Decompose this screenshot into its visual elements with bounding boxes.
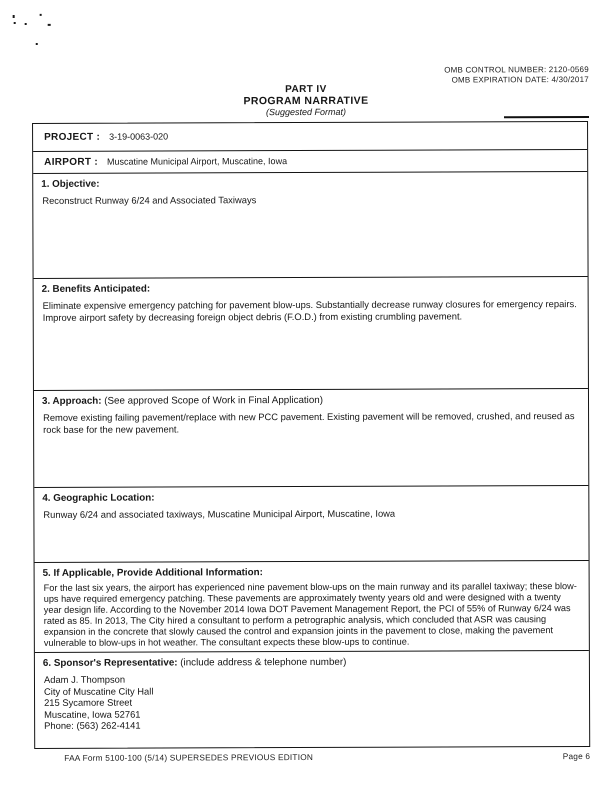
section-approach (34, 389, 588, 488)
section-body: For the last six years, the airport has experienced nine pavement blow-ups on the main runway and its parallel taxiway; these blow-ups have required emergency patching. These pavements are approximately twenty years old and were designed with a twenty year design life. According to the November 2014 Iowa DOT Pavement Management Report, the PCI of 55% of Runway 6/24 was rated as 85. In 2013, The City hired a consultant to perform a petrographic analysis, which concluded that ASR was causing expansion in the concrete that slowly caused the control and expansion joints in the pavement to close, making the pavement vulnerable to blow-ups in hot weather. The consultant expects these blow-ups to continue. (43, 581, 577, 648)
document-title (0, 83, 613, 119)
section-benefits-anticipated (34, 277, 588, 391)
section-heading: 5. If Applicable, Provide Additional Information: (42, 567, 263, 579)
project-row (33, 122, 587, 152)
section-sponsors-representative (35, 651, 589, 748)
scan-artifact (504, 116, 589, 118)
section-geographic-location (34, 486, 588, 563)
section-heading: 3. Approach: (See approved Scope of Work in Final Application) (41, 394, 324, 407)
omb-control-number: OMB CONTROL NUMBER: 2120-0569 (444, 65, 589, 75)
scan-artifact (13, 15, 15, 18)
section-additional-information (35, 561, 589, 653)
section-body: Reconstruct Runway 6/24 and Associated Taxiways (42, 194, 257, 206)
airport-row (33, 150, 587, 174)
section-body: Adam J. Thompson City of Muscatine City Hall 215 Sycamore Street Muscatine, Iowa 52761 Phone: (563) 262-4141 (43, 673, 154, 731)
section-body: Runway 6/24 and associated taxiways, Muscatine Municipal Airport, Muscatine, Iowa (43, 507, 396, 520)
project-label: PROJECT : (44, 131, 101, 143)
section-heading: 1. Objective: (41, 178, 100, 190)
omb-expiration-date: OMB EXPIRATION DATE: 4/30/2017 (451, 75, 589, 85)
section-heading: 2. Benefits Anticipated: (41, 283, 151, 295)
airport-label: AIRPORT : (44, 156, 99, 168)
scan-artifact (14, 22, 16, 24)
title-program-narrative: PROGRAM NARRATIVE (243, 94, 369, 108)
section-heading: 6. Sponsor's Representative: (include address & telephone number) (42, 656, 347, 669)
scan-artifact (36, 43, 38, 45)
section-body: Eliminate expensive emergency patching for pavement blow-ups. Substantially decrease runway closures for emergency repairs. Improve airport safety by decreasing foreign object debris (F.O.D.) from existing crumbling pavement. (42, 298, 577, 323)
section-objective (33, 172, 587, 279)
scan-artifact (48, 24, 51, 26)
title-suggested-format: (Suggested Format) (265, 106, 347, 118)
section-heading: 4. Geographic Location: (42, 492, 155, 504)
page-footer (34, 751, 590, 763)
airport-value: Muscatine Municipal Airport, Muscatine, Iowa (106, 156, 288, 167)
scan-artifact (40, 14, 42, 16)
title-part: PART IV (285, 83, 327, 96)
program-narrative-form (32, 121, 590, 749)
scan-artifact (25, 23, 27, 25)
section-body: Remove existing failing pavement/replace with new PCC pavement. Existing pavement will be removed, crushed, and reused as rock base for the new pavement. (43, 410, 575, 435)
project-value: 3-19-0063-020 (109, 131, 169, 142)
page-number: Page 6 (562, 751, 591, 762)
form-number: FAA Form 5100-100 (5/14) SUPERSEDES PREVIOUS EDITION (64, 751, 314, 763)
